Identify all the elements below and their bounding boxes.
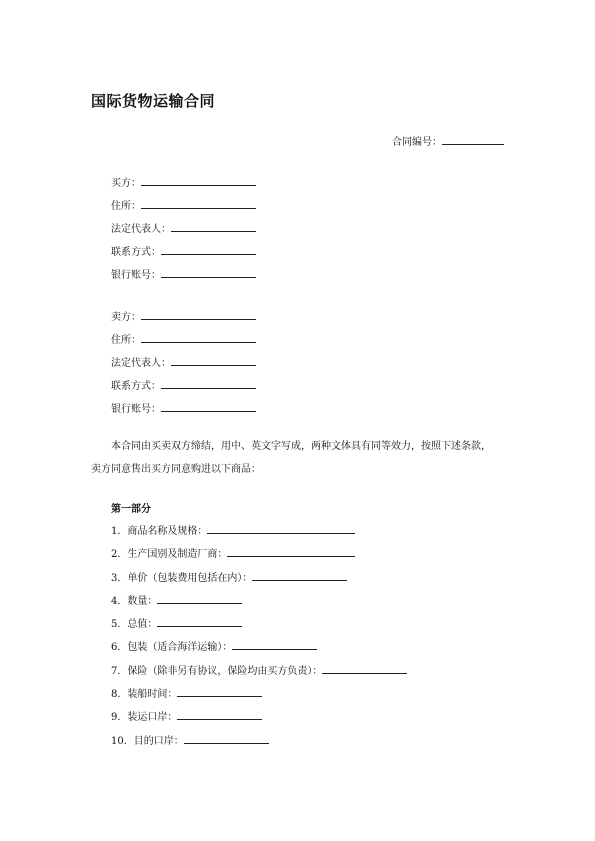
buyer-name-label: 买方： (111, 178, 141, 189)
item-row (111, 662, 407, 685)
item-label: 1．商品名称及规格： (111, 526, 208, 537)
contract-number-blank[interactable] (442, 133, 504, 145)
item-label: 10．目的口岸： (111, 735, 184, 747)
seller-contact-row (111, 377, 256, 400)
item-row (111, 708, 407, 731)
buyer-address-blank[interactable] (141, 197, 256, 209)
item-row (111, 615, 407, 638)
section-1-items (111, 522, 407, 755)
item-blank[interactable] (177, 685, 262, 697)
buyer-address-row (111, 197, 256, 220)
item-label: 3．单价（包装费用包括在内）： (111, 572, 253, 584)
seller-name-label: 卖方： (111, 312, 141, 323)
item-label: 6．包装（适合海洋运输）： (111, 642, 233, 654)
buyer-contact-row (111, 243, 256, 266)
buyer-bank-row (111, 266, 256, 289)
buyer-info (111, 174, 256, 289)
buyer-contact-label: 联系方式： (111, 247, 161, 258)
item-row (111, 732, 407, 755)
intro-line-2: 卖方同意售出买方同意购进以下商品： (91, 464, 261, 475)
buyer-contact-blank[interactable] (161, 243, 256, 255)
seller-info (111, 308, 256, 423)
item-blank[interactable] (232, 638, 317, 650)
item-label: 4．数量： (111, 595, 158, 607)
seller-contact-blank[interactable] (161, 377, 256, 389)
buyer-bank-blank[interactable] (161, 266, 256, 278)
buyer-bank-label: 银行账号： (111, 270, 161, 281)
item-label: 5．总值： (111, 619, 158, 631)
item-row (111, 569, 407, 592)
seller-bank-label: 银行账号： (111, 404, 161, 415)
seller-address-blank[interactable] (141, 331, 256, 343)
seller-legal-rep-label: 法定代表人： (111, 358, 171, 369)
item-blank[interactable] (322, 662, 407, 674)
item-row (111, 638, 407, 661)
item-blank[interactable] (157, 615, 242, 627)
seller-address-label: 住所： (111, 335, 141, 346)
intro-paragraph (91, 435, 516, 481)
seller-contact-label: 联系方式： (111, 381, 161, 392)
intro-line-1: 本合同由买卖双方缔结，用中、英文字写成，两种文体具有同等效力，按照下述条款， (111, 441, 491, 452)
item-label: 9．装运口岸： (111, 712, 178, 724)
seller-address-row (111, 331, 256, 354)
seller-legal-rep-row (111, 354, 256, 377)
item-blank[interactable] (252, 569, 347, 581)
buyer-name-blank[interactable] (141, 174, 256, 186)
item-label: 2．生产国别及制造厂商： (111, 549, 228, 561)
buyer-address-label: 住所： (111, 201, 141, 212)
item-row (111, 522, 407, 545)
seller-legal-rep-blank[interactable] (171, 354, 256, 366)
item-row (111, 592, 407, 615)
item-blank[interactable] (207, 522, 355, 534)
item-blank[interactable] (227, 545, 355, 557)
document-title: 国际货物运输合同 (91, 92, 216, 110)
seller-name-blank[interactable] (141, 308, 256, 320)
item-row (111, 545, 407, 568)
item-blank[interactable] (157, 592, 242, 604)
buyer-legal-rep-row (111, 220, 256, 243)
item-row (111, 685, 407, 708)
seller-name-row (111, 308, 256, 331)
item-label: 8．装船时间： (111, 689, 178, 701)
item-blank[interactable] (177, 708, 262, 720)
seller-bank-row (111, 400, 256, 423)
contract-number-line (392, 133, 504, 148)
item-label: 7．保险（除非另有协议，保险均由买方负责）： (111, 665, 323, 677)
item-blank[interactable] (184, 732, 269, 744)
buyer-name-row (111, 174, 256, 197)
buyer-legal-rep-blank[interactable] (171, 220, 256, 232)
seller-bank-blank[interactable] (161, 400, 256, 412)
section-1-title: 第一部分 (111, 504, 151, 515)
contract-number-label: 合同编号： (392, 137, 442, 148)
buyer-legal-rep-label: 法定代表人： (111, 224, 171, 235)
